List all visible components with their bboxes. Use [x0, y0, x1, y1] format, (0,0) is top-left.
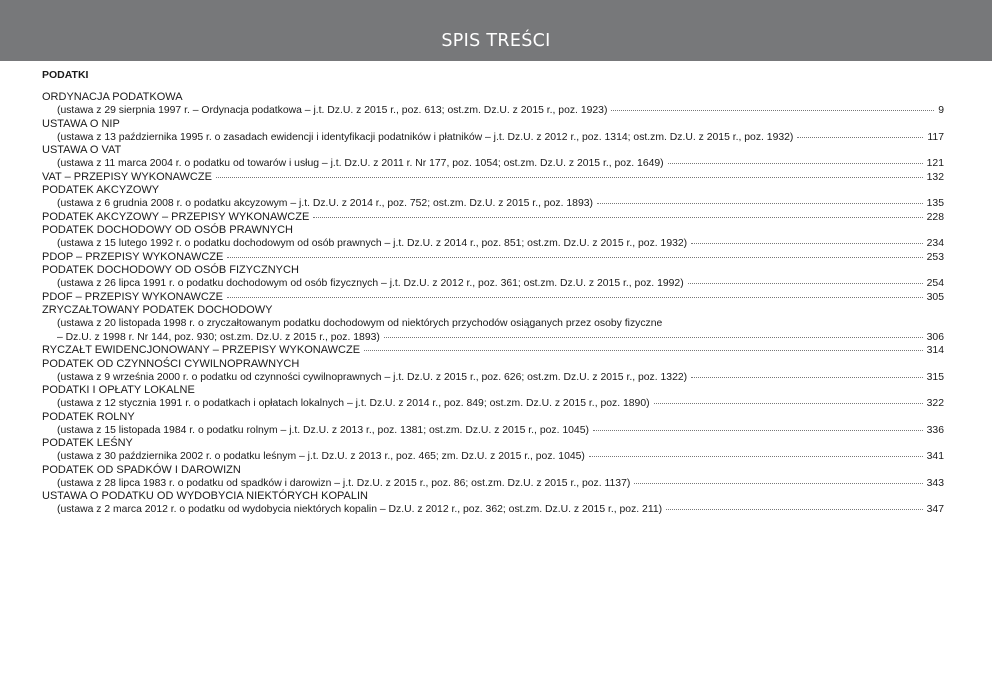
- toc-entry-title: PODATEK OD CZYNNOŚCI CYWILNOPRAWNYCH: [42, 357, 300, 370]
- toc-entry[interactable]: [42, 144, 944, 171]
- toc-entry[interactable]: [42, 224, 944, 251]
- toc-entry-title: ORDYNACJA PODATKOWA: [42, 91, 183, 103]
- toc-entry[interactable]: [42, 251, 944, 265]
- toc-entry-row-title: [42, 211, 944, 225]
- toc-entry-act: (ustawa z 2 marca 2012 r. o podatku od wydobycia niektórych kopalin – Dz.U. z 2012 r., poz. 362; ost.zm. Dz.U. z 2015 r., poz. 211): [57, 504, 663, 515]
- toc-entry-title: PODATEK DOCHODOWY OD OSÓB FIZYCZNYCH: [42, 264, 299, 276]
- toc-entry-page: 254: [926, 278, 944, 289]
- toc-entry-row: [42, 397, 944, 411]
- toc-entry-row: [42, 503, 944, 517]
- dot-leader: [797, 137, 923, 138]
- dot-leader: [688, 283, 923, 284]
- toc-entry-page: 9: [938, 105, 944, 116]
- dot-leader: [384, 337, 923, 338]
- toc-entry-act: (ustawa z 6 grudnia 2008 r. o podatku akcyzowym – j.t. Dz.U. z 2014 r., poz. 752; ost.zm. Dz.U. z 2015 r., poz. 1893): [57, 198, 593, 209]
- toc-entry-page: 305: [926, 291, 944, 303]
- toc-entry-page: 306: [926, 331, 944, 343]
- toc-entry[interactable]: [42, 437, 944, 464]
- dot-leader: [589, 456, 923, 457]
- toc-entry-row-title: [42, 344, 944, 358]
- toc-entry-act: (ustawa z 13 października 1995 r. o zasadach ewidencji i identyfikacji podatników i płatników – j.t. Dz.U. z 2012 r., poz. 1314; ost.zm. Dz.U. z 2015 r., poz. 1932): [57, 131, 794, 143]
- toc-entry[interactable]: [42, 184, 944, 211]
- toc-entry-act: (ustawa z 28 lipca 1983 r. o podatku od spadków i darowizn – j.t. Dz.U. z 2015 r., poz. 86; ost.zm. Dz.U. z 2015 r., poz. 1137): [57, 477, 631, 489]
- toc-entry-row-title: [42, 171, 944, 185]
- toc-entry[interactable]: [42, 464, 944, 491]
- toc-entry-title: PODATEK ROLNY: [42, 410, 135, 423]
- toc-entry-act: (ustawa z 30 października 2002 r. o podatku leśnym – j.t. Dz.U. z 2013 r., poz. 465; zm. Dz.U. z 2015 r., poz. 1045): [57, 451, 585, 462]
- toc-entry[interactable]: [42, 91, 944, 118]
- toc-entry[interactable]: [42, 358, 944, 385]
- dot-leader: [691, 243, 923, 244]
- toc-entry[interactable]: [42, 384, 944, 411]
- toc-entry-title: PODATEK DOCHODOWY OD OSÓB PRAWNYCH: [42, 224, 293, 236]
- toc-entry-act: (ustawa z 15 listopada 1984 r. o podatku rolnym – j.t. Dz.U. z 2013 r., poz. 1381; ost.zm. Dz.U. z 2015 r., poz. 1045): [57, 424, 589, 436]
- toc-entry-page: 234: [926, 238, 944, 249]
- toc-entry[interactable]: [42, 411, 944, 438]
- toc-entry-title: PODATEK AKCYZOWY – PRZEPISY WYKONAWCZE: [42, 210, 310, 223]
- toc-entry-row: [42, 104, 944, 118]
- toc-entry-page: 347: [926, 504, 944, 515]
- toc-entry-title: PODATEK AKCYZOWY: [42, 184, 160, 196]
- dot-leader: [313, 217, 922, 218]
- toc-entry[interactable]: [42, 211, 944, 225]
- toc-entry-title: PODATKI I OPŁATY LOKALNE: [42, 384, 195, 396]
- toc-entry-page: 121: [926, 158, 944, 169]
- toc-entry-title: VAT – PRZEPISY WYKONAWCZE: [42, 170, 212, 183]
- toc-entry-page: 253: [926, 251, 944, 263]
- toc-entry-title: USTAWA O VAT: [42, 144, 122, 156]
- toc-entry-row: [42, 477, 944, 491]
- toc-entry-row: [42, 277, 944, 291]
- toc-entry-row: [42, 424, 944, 438]
- toc-entry-title: PDOP – PRZEPISY WYKONAWCZE: [42, 250, 224, 263]
- toc-entry[interactable]: [42, 291, 944, 305]
- toc-entry-act: (ustawa z 15 lutego 1992 r. o podatku dochodowym od osób prawnych – j.t. Dz.U. z 2014 r., poz. 851; ost.zm. Dz.U. z 2015 r., poz. 1932): [57, 238, 688, 249]
- toc-entry-row: [42, 131, 944, 145]
- toc-entry-title: USTAWA O NIP: [42, 117, 120, 130]
- toc-entry-act: (ustawa z 29 sierpnia 1997 r. – Ordynacja podatkowa – j.t. Dz.U. z 2015 r., poz. 613; ost.zm. Dz.U. z 2015 r., poz. 1923): [57, 105, 608, 116]
- toc-entry[interactable]: [42, 264, 944, 291]
- toc-entry[interactable]: [42, 344, 944, 358]
- toc-entry-page: 132: [926, 171, 944, 183]
- dot-leader: [593, 430, 923, 431]
- dot-leader: [227, 297, 923, 298]
- dot-leader: [227, 257, 922, 258]
- toc-entries: [42, 91, 944, 517]
- toc-entry[interactable]: [42, 171, 944, 185]
- toc-entry-title: PODATEK OD SPADKÓW I DAROWIZN: [42, 463, 241, 476]
- section-title: PODATKI: [42, 69, 89, 81]
- toc-entry[interactable]: [42, 304, 944, 344]
- dot-leader: [364, 350, 923, 351]
- toc-entry-page: 314: [926, 345, 944, 356]
- toc-entry-act: (ustawa z 11 marca 2004 r. o podatku od towarów i usług – j.t. Dz.U. z 2011 r. Nr 177, poz. 1054; ost.zm. Dz.U. z 2015 r., poz. 1649): [57, 158, 664, 169]
- toc-entry-act: (ustawa z 12 stycznia 1991 r. o podatkach i opłatach lokalnych – j.t. Dz.U. z 2014 r., poz. 849; ost.zm. Dz.U. z 2015 r., poz. 1890): [57, 398, 650, 409]
- toc-entry-page: 117: [927, 131, 944, 143]
- toc: [42, 66, 944, 517]
- dot-leader: [654, 403, 923, 404]
- toc-entry-row-title: [42, 291, 944, 305]
- toc-entry[interactable]: [42, 118, 944, 145]
- toc-entry-page: 341: [926, 451, 944, 462]
- dot-leader: [216, 177, 923, 178]
- dot-leader: [666, 509, 923, 510]
- toc-entry-page: 315: [926, 371, 944, 383]
- page-title: SPIS TREŚCI: [441, 31, 551, 51]
- toc-entry-title: USTAWA O PODATKU OD WYDOBYCIA NIEKTÓRYCH KOPALIN: [42, 490, 368, 502]
- toc-entry[interactable]: [42, 490, 944, 517]
- toc-entry-page: 228: [926, 211, 944, 223]
- dot-leader: [611, 110, 934, 111]
- toc-entry-page: 322: [926, 398, 944, 409]
- toc-entry-act: (ustawa z 9 września 2000 r. o podatku od czynności cywilnoprawnych – j.t. Dz.U. z 2015 r., poz. 626; ost.zm. Dz.U. z 2015 r., poz. 1322): [57, 371, 688, 383]
- toc-entry-row: [42, 450, 944, 464]
- toc-entry-row: [42, 371, 944, 385]
- toc-entry-row: [42, 197, 944, 211]
- toc-entry-row: [42, 157, 944, 171]
- dot-leader: [634, 483, 922, 484]
- dot-leader: [597, 203, 923, 204]
- toc-entry-act: (ustawa z 20 listopada 1998 r. o zryczałtowanym podatku dochodowym od niektórych przychodów osiąganych przez osoby fizyczne: [57, 318, 663, 329]
- toc-entry-page: 343: [926, 477, 944, 489]
- dot-leader: [668, 163, 923, 164]
- toc-entry-act: (ustawa z 26 lipca 1991 r. o podatku dochodowym od osób fizycznych – j.t. Dz.U. z 2012 r., poz. 361; ost.zm. Dz.U. z 2015 r., poz. 1992): [57, 278, 684, 289]
- header-bar: [0, 0, 992, 61]
- toc-entry-title: PODATEK LEŚNY: [42, 437, 133, 449]
- toc-entry-act: – Dz.U. z 1998 r. Nr 144, poz. 930; ost.zm. Dz.U. z 2015 r., poz. 1893): [57, 331, 380, 343]
- toc-entry-row: [42, 331, 944, 345]
- toc-entry-page: 135: [926, 198, 944, 209]
- dot-leader: [691, 377, 923, 378]
- toc-entry-page: 336: [926, 424, 944, 436]
- toc-entry-row-title: [42, 251, 944, 265]
- toc-entry-row: [42, 237, 944, 251]
- toc-entry-title: ZRYCZAŁTOWANY PODATEK DOCHODOWY: [42, 304, 273, 316]
- toc-entry-title: RYCZAŁT EWIDENCJONOWANY – PRZEPISY WYKONAWCZE: [42, 344, 361, 356]
- toc-entry-title: PDOF – PRZEPISY WYKONAWCZE: [42, 290, 223, 303]
